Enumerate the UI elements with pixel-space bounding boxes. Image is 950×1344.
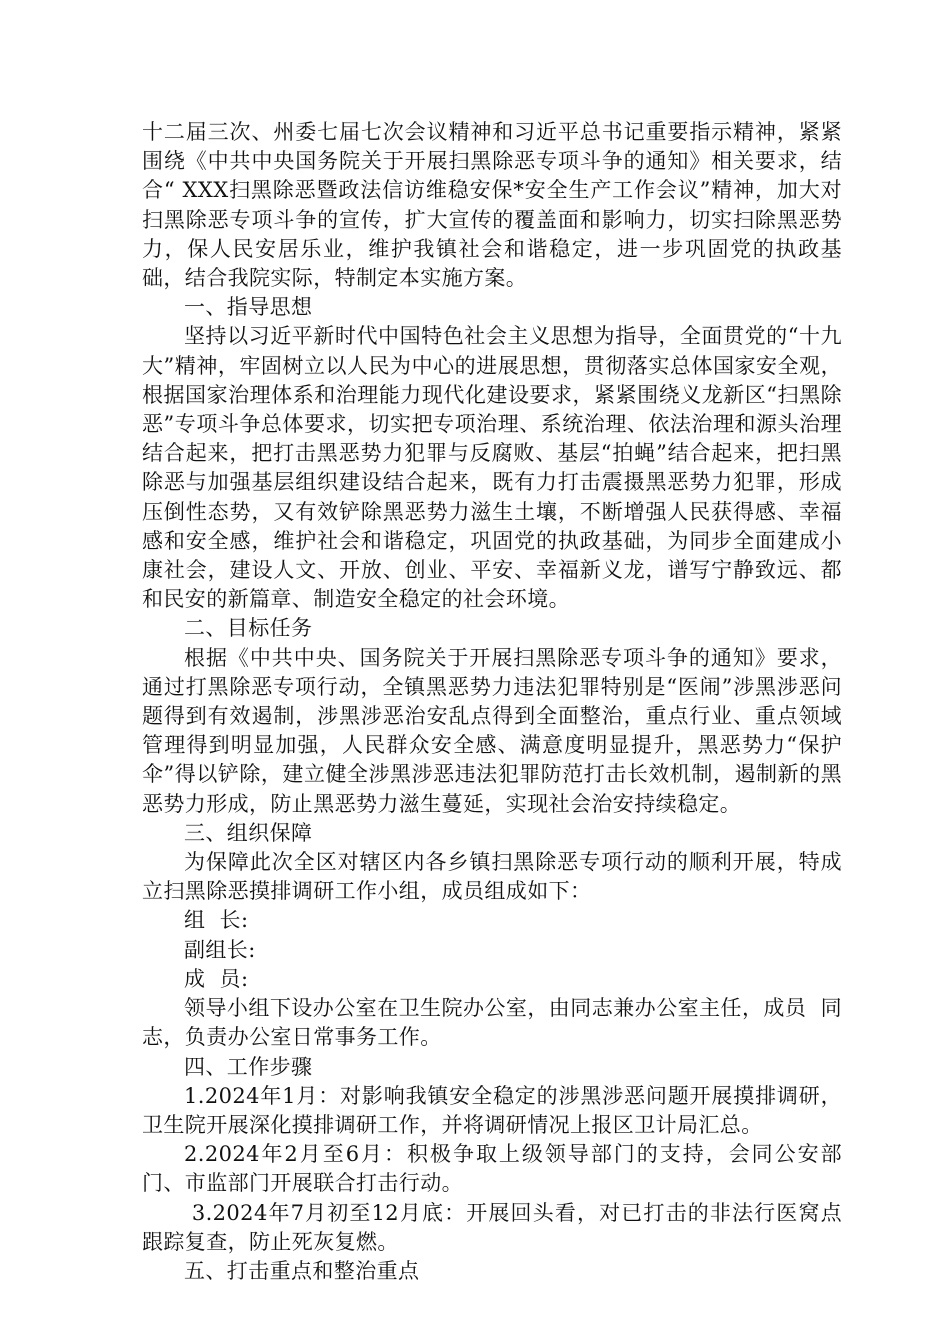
leader-line: 组 长:	[184, 908, 249, 933]
document-page	[142, 118, 842, 1286]
section-heading-guiding-ideology: 一、指导思想	[184, 295, 313, 320]
work-step-3: 3.2024年7月初至12月底：开展回头看，对已打击的非法行医窝点跟踪复查，防止死灰复燃。	[142, 1200, 842, 1254]
deputy-leader-line: 副组长:	[184, 937, 256, 962]
work-step-1: 1.2024年1月：对影响我镇安全稳定的涉黑涉恶问题开展摸排调研，卫生院开展深化摸排调研工作，并将调研情况上报区卫计局汇总。	[142, 1083, 842, 1137]
section-heading-goals: 二、目标任务	[184, 616, 313, 641]
section-heading-organization: 三、组织保障	[184, 820, 313, 845]
section-body-organization: 为保障此次全区对辖区内各乡镇扫黑除恶专项行动的顺利开展，特成立扫黑除恶摸排调研工作小组，成员组成如下：	[142, 850, 842, 904]
section-heading-work-steps: 四、工作步骤	[184, 1054, 313, 1079]
work-step-2: 2.2024年2月至6月：积极争取上级领导部门的支持，会同公安部门、市监部门开展联合打击行动。	[142, 1142, 842, 1196]
members-line: 成 员:	[184, 966, 249, 991]
section-body-guiding-ideology: 坚持以习近平新时代中国特色社会主义思想为指导，全面贯党的“十九大”精神，牢固树立以人民为中心的进展思想，贯彻落实总体国家安全观，根据国家治理体系和治理能力现代化建设要求，紧紧围绕义龙新区“扫黑除恶”专项斗争总体要求，切实把专项治理、系统治理、依法治理和源头治理结合起来，把打击黑恶势力犯罪与反腐败、基层“拍蝇”结合起来，把扫黑除恶与加强基层组织建设结合起来，既有力打击震摄黑恶势力犯罪，形成压倒性态势，又有效铲除黑恶势力滋生土壤，不断增强人民获得感、幸福感和安全感，维护社会和谐稳定，巩固党的执政基础，为同步全面建成小康社会，建设人文、开放、创业、平安、幸福新义龙，谱写宁静致远、都和民安的新篇章、制造安全稳定的社会环境。	[142, 324, 842, 612]
section-body-goals: 根据《中共中央、国务院关于开展扫黑除恶专项斗争的通知》要求，通过打黑除恶专项行动，全镇黑恶势力违法犯罪特别是“医闹”涉黑涉恶问题得到有效遏制，涉黑涉恶治安乱点得到全面整治，重点行业、重点领域管理得到明显加强，人民群众安全感、满意度明显提升，黑恶势力“保护伞”得以铲除，建立健全涉黑涉恶违法犯罪防范打击长效机制，遏制新的黑恶势力形成，防止黑恶势力滋生蔓延，实现社会治安持续稳定。	[142, 645, 842, 816]
intro-paragraph: 十二届三次、州委七届七次会议精神和习近平总书记重要指示精神，紧紧围绕《中共中央国务院关于开展扫黑除恶专项斗争的通知》相关要求，结合“ XXX扫黑除恶暨政法信访维稳安保*安全生产工作会议”精神，加大对扫黑除恶专项斗争的宣传，扩大宣传的覆盖面和影响力，切实扫除黑恶势力，保人民安居乐业，维护我镇社会和谐稳定，进一步巩固党的执政基础，结合我院实际，特制定本实施方案。	[142, 120, 842, 291]
office-paragraph: 领导小组下设办公室在卫生院办公室，由同志兼办公室主任，成员 同志，负责办公室日常事务工作。	[142, 996, 842, 1050]
section-heading-key-targets: 五、打击重点和整治重点	[184, 1258, 420, 1283]
